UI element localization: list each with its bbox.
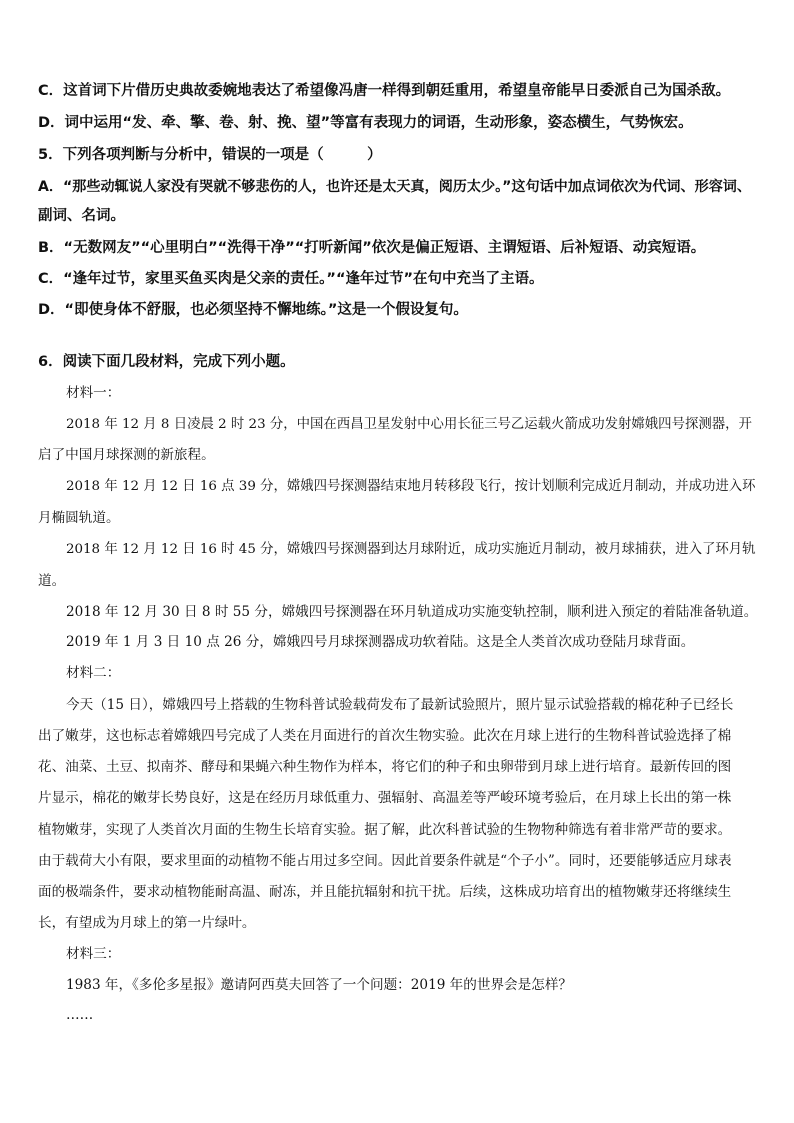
material-1-para-2-line1: 2018 年 12 月 12 日 16 点 39 分，嫦娥四号探测器结束地月转移段飞行，按计划顺利完成近月制动，并成功进入环 (66, 479, 756, 494)
material-2-line-8: 长，有望成为月球上的第一片绿叶。 (38, 915, 256, 931)
material-1-para-3-line1: 2018 年 12 月 12 日 16 时 45 分，嫦娥四号探测器到达月球附近，成功实施近月制动，被月球捕获，进入了环月轨 (66, 542, 756, 557)
material-1-para-5: 2019 年 1 月 3 日 10 点 26 分，嫦娥四号月球探测器成功软着陆。这是全人类首次成功登陆月球背面。 (66, 634, 695, 650)
material-1-title: 材料一： (66, 385, 121, 401)
material-2-line-1: 今天（15 日），嫦娥四号上搭载的生物科普试验载荷发布了最新试验照片，照片显示试验搭载的棉花种子已经长 (66, 697, 734, 713)
q5-option-c: C．“逢年过节，家里买鱼买肉是父亲的责任。”“逢年过节”在句中充当了主语。 (38, 271, 544, 287)
material-1-para-3-line2: 道。 (38, 573, 66, 589)
material-3-title: 材料三： (66, 946, 121, 962)
material-2-title: 材料二： (66, 665, 121, 681)
material-2-line-4: 片显示，棉花的嫩芽长势良好，这是在经历月球低重力、强辐射、高温差等严峻环境考验后，在月球上长出的第一株 (38, 790, 732, 806)
q6-stem: 6．阅读下面几段材料，完成下列小题。 (38, 354, 295, 370)
q5-option-a-line2: 副词、名词。 (38, 208, 125, 224)
q4-option-d: D．词中运用“发、牵、擎、卷、射、挽、望”等富有表现力的词语，生动形象，姿态横生，气势恢宏。 (38, 115, 693, 131)
material-2-line-6: 由于载荷大小有限，要求里面的动植物不能占用过多空间。因此首要条件就是“个子小”。同时，还要能够适应月球表 (38, 853, 732, 869)
material-1-para-1-line1: 2018 年 12 月 8 日凌晨 2 时 23 分，中国在西昌卫星发射中心用长征三号乙运载火箭成功发射嫦娥四号探测器，开 (66, 417, 752, 432)
q5-option-d: D．“即使身体不舒服，也必须坚持不懈地练。”这是一个假设复句。 (38, 302, 468, 318)
material-2-line-5: 植物嫩芽，实现了人类首次月面的生物生长培育实验。据了解，此次科普试验的生物物种筛选有着非常严苛的要求。 (38, 822, 732, 838)
q5-stem: 5．下列各项判断与分析中，错误的一项是（ ） (38, 147, 382, 163)
q4-option-c: C．这首词下片借历史典故委婉地表达了希望像冯唐一样得到朝廷重用，希望皇帝能早日委派自己为国杀敌。 (38, 83, 731, 99)
q5-option-b: B．“无数网友”“心里明白”“洗得干净”“打听新闻”依次是偏正短语、主谓短语、后补短语、动宾短语。 (38, 240, 706, 256)
material-1-para-1-line2: 启了中国月球探测的新旅程。 (38, 447, 215, 463)
material-1-para-4: 2018 年 12 月 30 日 8 时 55 分，嫦娥四号探测器在环月轨道成功实施变轨控制，顺利进入预定的着陆准备轨道。 (66, 604, 758, 620)
material-1-para-2-line2: 月椭圆轨道。 (38, 510, 120, 526)
material-3-ellipsis: …… (66, 1007, 94, 1023)
material-3-para-1: 1983 年，《多伦多星报》邀请阿西莫夫回答了一个问题：2019 年的世界会是怎样？ (66, 977, 573, 993)
q5-option-a-line1: A．“那些动辄说人家没有哭就不够悲伤的人，也许还是太天真，阅历太少。”这句话中加点词依次为代词、形容词、 (38, 179, 751, 195)
material-2-line-7: 面的极端条件，要求动植物能耐高温、耐冻，并且能抗辐射和抗干扰。后续，这株成功培育出的植物嫩芽还将继续生 (38, 884, 732, 900)
material-2-line-2: 出了嫩芽，这也标志着嫦娥四号完成了人类在月面进行的首次生物实验。此次在月球上进行的生物科普试验选择了棉 (38, 728, 732, 744)
material-2-line-3: 花、油菜、土豆、拟南芥、酵母和果蝇六种生物作为样本，将它们的种子和虫卵带到月球上进行培育。最新传回的图 (38, 759, 732, 775)
